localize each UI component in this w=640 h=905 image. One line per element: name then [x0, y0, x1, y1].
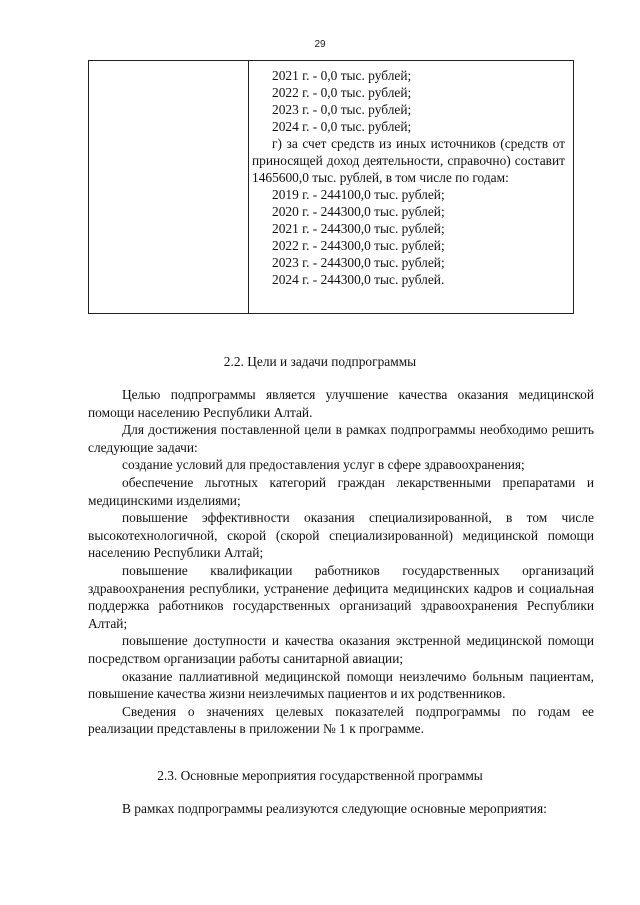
table-column-divider [248, 61, 249, 313]
other-sources-text: г) за счет средств из иных источников (средств от приносящей доход деятельности, справочно) составит 1465600,0 тыс. рублей, в том числе по годам: [252, 136, 565, 185]
funding-line: 2024 г. - 244300,0 тыс. рублей. [272, 272, 445, 287]
funding-line: 2021 г. - 0,0 тыс. рублей; [272, 68, 412, 83]
funding-table-cell [252, 67, 565, 288]
funding-line: 2020 г. - 244300,0 тыс. рублей; [272, 204, 445, 219]
task-item: повышение эффективности оказания специализированной, в том числе высокотехнологичной, скорой (скорой специализированной) медицинской помощи населению Республики Алтай; [88, 510, 594, 561]
section-2-3-heading: 2.3. Основные мероприятия государственной программы [157, 768, 483, 783]
funding-line: 2021 г. - 244300,0 тыс. рублей; [272, 221, 445, 236]
paragraph: В рамках подпрограммы реализуются следующие основные мероприятия: [122, 801, 547, 816]
task-item: создание условий для предоставления услуг в сфере здравоохранения; [122, 457, 525, 473]
task-item: обеспечение льготных категорий граждан лекарственными препаратами и медицинскими изделиями; [88, 474, 594, 508]
task-item: повышение доступности и качества оказания экстренной медицинской помощи посредством организации работы санитарной авиации; [88, 633, 594, 666]
funding-line: 2023 г. - 0,0 тыс. рублей; [272, 102, 412, 117]
page-number: 29 [314, 39, 326, 50]
funding-line: 2024 г. - 0,0 тыс. рублей; [272, 119, 412, 134]
funding-line: 2022 г. - 244300,0 тыс. рублей; [272, 238, 445, 253]
task-item: оказание паллиативной медицинской помощи неизлечимо больным пациентам, повышение качества жизни неизлечимых пациентов и их родственников. [88, 668, 594, 702]
task-item: повышение квалификации работников государственных организаций здравоохранения республики, устранение дефицита медицинских кадров и социальная поддержка работников государственных организаций здравоохранения Республики Алтай; [88, 562, 594, 631]
paragraph: Сведения о значениях целевых показателей подпрограммы по годам ее реализации представлены в приложении № 1 к программе. [88, 703, 594, 737]
funding-line: 2023 г. - 244300,0 тыс. рублей; [272, 255, 445, 270]
paragraph: Для достижения поставленной цели в рамках подпрограммы необходимо решить следующие задачи: [88, 422, 594, 455]
section-2-3-body [88, 800, 594, 818]
section-2-2-body [88, 386, 594, 738]
funding-table [88, 60, 574, 314]
paragraph: Целью подпрограммы является улучшение качества оказания медицинской помощи населению Республики Алтай. [88, 387, 594, 420]
funding-line: 2019 г. - 244100,0 тыс. рублей; [272, 187, 445, 202]
section-2-2-heading: 2.2. Цели и задачи подпрограммы [223, 354, 417, 369]
funding-line: 2022 г. - 0,0 тыс. рублей; [272, 85, 412, 100]
